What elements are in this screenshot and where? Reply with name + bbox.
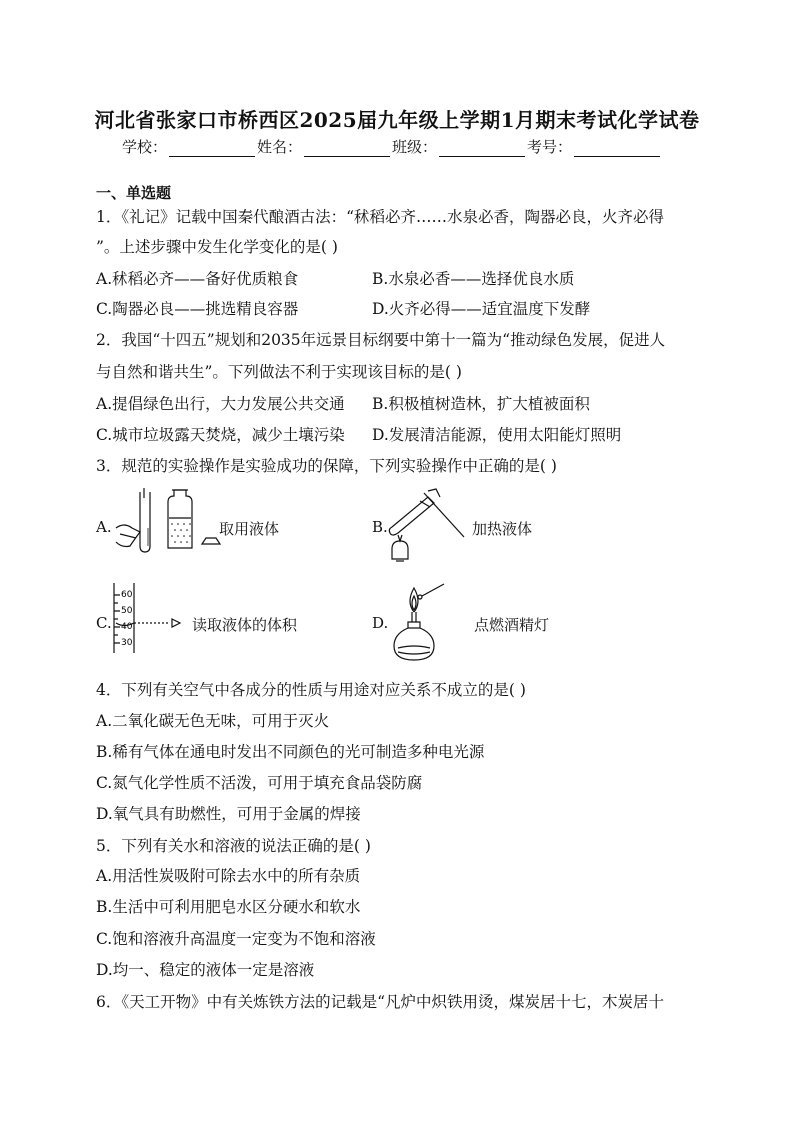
q5-option-d: D.均一、稳定的液体一定是溶液 xyxy=(96,961,315,979)
school-field[interactable] xyxy=(122,136,257,157)
q3-option-b-text: 加热液体 xyxy=(472,520,533,538)
q1-option-d: D.火齐必得——适宜温度下发酵 xyxy=(372,300,591,318)
exam-number-label: 考号： xyxy=(527,138,573,156)
pouring-liquid-figure xyxy=(110,488,230,560)
q4-option-c: C.氮气化学性质不活泼，可用于填充食品袋防腐 xyxy=(96,774,423,792)
q4-stem: 4．下列有关空气中各成分的性质与用途对应关系不成立的是( ) xyxy=(96,681,526,699)
q3-option-d-letter: D. xyxy=(372,614,389,632)
heating-liquid-figure xyxy=(384,487,474,567)
q5-option-a: A.用活性炭吸附可除去水中的所有杂质 xyxy=(96,867,361,885)
q4-option-d: D.氧气具有助燃性，可用于金属的焊接 xyxy=(96,805,361,823)
q5-option-b: B.生活中可利用肥皂水区分硬水和软水 xyxy=(96,898,361,916)
q3-option-a-text: 取用液体 xyxy=(219,520,280,538)
school-blank[interactable] xyxy=(169,140,255,157)
q2-option-c: C.城市垃圾露天焚烧，减少土壤污染 xyxy=(96,426,345,444)
q5-stem: 5．下列有关水和溶液的说法正确的是( ) xyxy=(96,837,371,855)
q4-option-a: A.二氧化碳无色无味，可用于灭火 xyxy=(96,712,330,730)
q3-option-a-letter: A. xyxy=(96,518,112,536)
scale-tick-50: 50 xyxy=(121,606,133,616)
q3-option-d-text: 点燃酒精灯 xyxy=(474,616,550,634)
q2-option-b: B.积极植树造林，扩大植被面积 xyxy=(372,395,590,413)
q3-option-c-text: 读取液体的体积 xyxy=(192,616,298,634)
q1-stem-line2: ”。上述步骤中发生化学变化的是( ) xyxy=(96,238,338,256)
name-blank[interactable] xyxy=(304,140,390,157)
school-label: 学校： xyxy=(122,138,168,156)
q1-stem-line1: 1．《礼记》记载中国秦代酿酒古法：“秫稻必齐……水泉必香，陶器必良，火齐必得 xyxy=(96,208,665,226)
q2-stem-line2: 与自然和谐共生”。下列做法不利于实现该目标的是( ) xyxy=(96,363,462,381)
alcohol-lamp-figure xyxy=(392,582,462,664)
section-heading: 一、单选题 xyxy=(96,184,172,202)
scale-tick-40: 40 xyxy=(121,622,133,632)
class-field[interactable] xyxy=(392,136,527,157)
q5-option-c: C.饱和溶液升高温度一定变为不饱和溶液 xyxy=(96,930,376,948)
q3-stem: 3．规范的实验操作是实验成功的保障，下列实验操作中正确的是( ) xyxy=(96,457,557,475)
exam-number-field[interactable] xyxy=(527,136,662,157)
class-label: 班级： xyxy=(392,138,438,156)
q3-option-b-letter: B. xyxy=(372,518,388,536)
q2-option-d: D.发展清洁能源，使用太阳能灯照明 xyxy=(372,426,622,444)
class-blank[interactable] xyxy=(439,140,525,157)
q2-option-a: A.提倡绿色出行，大力发展公共交通 xyxy=(96,395,345,413)
reading-volume-figure xyxy=(110,583,190,655)
q1-option-b: B.水泉必香——选择优良水质 xyxy=(372,270,575,288)
name-field[interactable] xyxy=(257,136,392,157)
scale-tick-60: 60 xyxy=(121,590,133,600)
student-info-fields xyxy=(122,136,662,157)
exam-title: 河北省张家口市桥西区2025届九年级上学期1月期末考试化学试卷 xyxy=(94,108,700,132)
q1-option-a: A.秫稻必齐——备好优质粮食 xyxy=(96,270,299,288)
scale-tick-30: 30 xyxy=(121,638,133,648)
name-label: 姓名： xyxy=(257,138,303,156)
q3-option-c-letter: C. xyxy=(96,614,112,632)
exam-number-blank[interactable] xyxy=(574,140,660,157)
q1-option-c: C.陶器必良——挑选精良容器 xyxy=(96,300,299,318)
q6-stem-line1: 6．《天工开物》中有关炼铁方法的记载是“凡炉中炽铁用烫，煤炭居十七，木炭居十 xyxy=(96,993,665,1011)
q4-option-b: B.稀有气体在通电时发出不同颜色的光可制造多种电光源 xyxy=(96,743,485,761)
q2-stem-line1: 2．我国“十四五”规划和2035年远景目标纲要中第十一篇为“推动绿色发展，促进人 xyxy=(96,331,666,349)
